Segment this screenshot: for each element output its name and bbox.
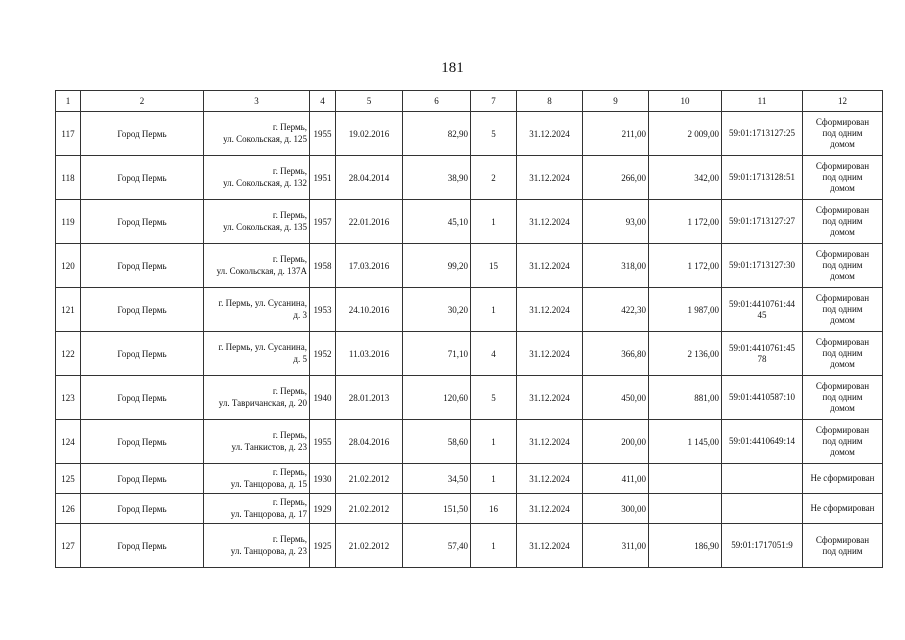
cell-land-area: 311,00 bbox=[583, 524, 649, 568]
column-header: 10 bbox=[649, 91, 722, 112]
cell-cadastral-number: 59:01:1713127:30 bbox=[722, 244, 803, 288]
cell-area: 82,90 bbox=[403, 112, 471, 156]
cell-land-status: Сформирован под одним домом bbox=[803, 244, 883, 288]
header-row bbox=[56, 91, 883, 112]
cell-cadastral-number bbox=[722, 494, 803, 524]
column-header: 6 bbox=[403, 91, 471, 112]
cell-address: г. Пермь, ул. Сокольская, д. 137А bbox=[204, 244, 310, 288]
cell-cadastral-number: 59:01:4410761:45 78 bbox=[722, 332, 803, 376]
cell-land-area: 450,00 bbox=[583, 376, 649, 420]
table-row bbox=[56, 494, 883, 524]
cell-cadastral-area: 1 172,00 bbox=[649, 200, 722, 244]
cell-row-number: 118 bbox=[56, 156, 81, 200]
cell-address: г. Пермь, ул. Сусанина, д. 5 bbox=[204, 332, 310, 376]
table-row bbox=[56, 112, 883, 156]
cell-year-built: 1958 bbox=[310, 244, 336, 288]
table-row bbox=[56, 464, 883, 494]
cell-area: 34,50 bbox=[403, 464, 471, 494]
cell-address: г. Пермь, ул. Тавричанская, д. 20 bbox=[204, 376, 310, 420]
cell-land-area: 300,00 bbox=[583, 494, 649, 524]
cell-cadastral-number: 59:01:4410649:14 bbox=[722, 420, 803, 464]
cell-cadastral-area: 1 145,00 bbox=[649, 420, 722, 464]
cell-cadastral-number: 59:01:1713128:51 bbox=[722, 156, 803, 200]
cell-land-area: 422,30 bbox=[583, 288, 649, 332]
cell-residents: 16 bbox=[471, 494, 517, 524]
cell-area: 71,10 bbox=[403, 332, 471, 376]
cell-area: 45,10 bbox=[403, 200, 471, 244]
cell-residents: 5 bbox=[471, 376, 517, 420]
cell-municipality: Город Пермь bbox=[81, 420, 204, 464]
cell-year-built: 1955 bbox=[310, 112, 336, 156]
table-row bbox=[56, 244, 883, 288]
cell-cadastral-area: 186,90 bbox=[649, 524, 722, 568]
column-header: 12 bbox=[803, 91, 883, 112]
cell-residents: 2 bbox=[471, 156, 517, 200]
table-row bbox=[56, 332, 883, 376]
cell-municipality: Город Пермь bbox=[81, 288, 204, 332]
cell-address: г. Пермь, ул. Сусанина, д. 3 bbox=[204, 288, 310, 332]
cell-cadastral-number: 59:01:4410587:10 bbox=[722, 376, 803, 420]
cell-date: 21.02.2012 bbox=[336, 464, 403, 494]
cell-area: 57,40 bbox=[403, 524, 471, 568]
cell-residents: 15 bbox=[471, 244, 517, 288]
cell-date: 24.10.2016 bbox=[336, 288, 403, 332]
column-header: 3 bbox=[204, 91, 310, 112]
cell-cadastral-number: 59:01:1717051:9 bbox=[722, 524, 803, 568]
cell-area: 120,60 bbox=[403, 376, 471, 420]
cell-deadline: 31.12.2024 bbox=[517, 332, 583, 376]
cell-row-number: 122 bbox=[56, 332, 81, 376]
cell-address: г. Пермь, ул. Сокольская, д. 125 bbox=[204, 112, 310, 156]
cell-residents: 5 bbox=[471, 112, 517, 156]
cell-date: 21.02.2012 bbox=[336, 524, 403, 568]
cell-municipality: Город Пермь bbox=[81, 524, 204, 568]
cell-land-status: Сформирован под одним домом bbox=[803, 376, 883, 420]
cell-year-built: 1952 bbox=[310, 332, 336, 376]
cell-cadastral-number: 59:01:1713127:27 bbox=[722, 200, 803, 244]
page-number: 181 bbox=[441, 60, 464, 76]
cell-residents: 4 bbox=[471, 332, 517, 376]
cell-area: 38,90 bbox=[403, 156, 471, 200]
column-header: 4 bbox=[310, 91, 336, 112]
cell-land-area: 211,00 bbox=[583, 112, 649, 156]
cell-row-number: 117 bbox=[56, 112, 81, 156]
cell-municipality: Город Пермь bbox=[81, 376, 204, 420]
cell-date: 28.01.2013 bbox=[336, 376, 403, 420]
cell-row-number: 119 bbox=[56, 200, 81, 244]
column-header: 2 bbox=[81, 91, 204, 112]
cell-year-built: 1957 bbox=[310, 200, 336, 244]
cell-land-status: Сформирован под одним домом bbox=[803, 332, 883, 376]
column-header: 9 bbox=[583, 91, 649, 112]
cell-land-status: Не сформирован bbox=[803, 494, 883, 524]
column-header: 8 bbox=[517, 91, 583, 112]
cell-area: 58,60 bbox=[403, 420, 471, 464]
cell-land-area: 411,00 bbox=[583, 464, 649, 494]
cell-row-number: 120 bbox=[56, 244, 81, 288]
cell-cadastral-number: 59:01:4410761:44 45 bbox=[722, 288, 803, 332]
cell-cadastral-area: 1 172,00 bbox=[649, 244, 722, 288]
cell-municipality: Город Пермь bbox=[81, 200, 204, 244]
cell-municipality: Город Пермь bbox=[81, 464, 204, 494]
cell-cadastral-area bbox=[649, 464, 722, 494]
cell-row-number: 127 bbox=[56, 524, 81, 568]
cell-residents: 1 bbox=[471, 464, 517, 494]
cell-deadline: 31.12.2024 bbox=[517, 112, 583, 156]
cell-year-built: 1929 bbox=[310, 494, 336, 524]
cell-deadline: 31.12.2024 bbox=[517, 420, 583, 464]
column-header: 1 bbox=[56, 91, 81, 112]
cell-deadline: 31.12.2024 bbox=[517, 464, 583, 494]
cell-area: 99,20 bbox=[403, 244, 471, 288]
table-header bbox=[56, 91, 883, 112]
cell-land-status: Сформирован под одним bbox=[803, 524, 883, 568]
cell-deadline: 31.12.2024 bbox=[517, 524, 583, 568]
cell-year-built: 1930 bbox=[310, 464, 336, 494]
cell-cadastral-area: 342,00 bbox=[649, 156, 722, 200]
cell-row-number: 124 bbox=[56, 420, 81, 464]
cell-row-number: 125 bbox=[56, 464, 81, 494]
cell-address: г. Пермь, ул. Сокольская, д. 132 bbox=[204, 156, 310, 200]
cell-area: 30,20 bbox=[403, 288, 471, 332]
cell-date: 21.02.2012 bbox=[336, 494, 403, 524]
column-header: 7 bbox=[471, 91, 517, 112]
cell-area: 151,50 bbox=[403, 494, 471, 524]
cell-land-area: 200,00 bbox=[583, 420, 649, 464]
cell-land-area: 318,00 bbox=[583, 244, 649, 288]
cell-row-number: 121 bbox=[56, 288, 81, 332]
cell-municipality: Город Пермь bbox=[81, 244, 204, 288]
cell-land-area: 366,80 bbox=[583, 332, 649, 376]
housing-registry-table bbox=[55, 90, 883, 568]
cell-date: 28.04.2016 bbox=[336, 420, 403, 464]
cell-year-built: 1940 bbox=[310, 376, 336, 420]
cell-cadastral-number: 59:01:1713127:25 bbox=[722, 112, 803, 156]
cell-residents: 1 bbox=[471, 524, 517, 568]
column-header: 5 bbox=[336, 91, 403, 112]
cell-row-number: 126 bbox=[56, 494, 81, 524]
cell-land-status: Не сформирован bbox=[803, 464, 883, 494]
cell-deadline: 31.12.2024 bbox=[517, 244, 583, 288]
cell-land-status: Сформирован под одним домом bbox=[803, 200, 883, 244]
cell-address: г. Пермь, ул. Танцорова, д. 23 bbox=[204, 524, 310, 568]
table-body bbox=[56, 112, 883, 568]
cell-cadastral-area: 1 987,00 bbox=[649, 288, 722, 332]
cell-row-number: 123 bbox=[56, 376, 81, 420]
table-row bbox=[56, 376, 883, 420]
cell-land-status: Сформирован под одним домом bbox=[803, 420, 883, 464]
cell-deadline: 31.12.2024 bbox=[517, 376, 583, 420]
cell-cadastral-area bbox=[649, 494, 722, 524]
cell-address: г. Пермь, ул. Танцорова, д. 15 bbox=[204, 464, 310, 494]
cell-date: 11.03.2016 bbox=[336, 332, 403, 376]
cell-cadastral-area: 2 136,00 bbox=[649, 332, 722, 376]
cell-municipality: Город Пермь bbox=[81, 494, 204, 524]
cell-residents: 1 bbox=[471, 420, 517, 464]
cell-address: г. Пермь, ул. Танцорова, д. 17 bbox=[204, 494, 310, 524]
cell-cadastral-area: 2 009,00 bbox=[649, 112, 722, 156]
cell-land-status: Сформирован под одним домом bbox=[803, 156, 883, 200]
cell-date: 28.04.2014 bbox=[336, 156, 403, 200]
cell-deadline: 31.12.2024 bbox=[517, 494, 583, 524]
cell-deadline: 31.12.2024 bbox=[517, 288, 583, 332]
cell-year-built: 1955 bbox=[310, 420, 336, 464]
cell-land-area: 93,00 bbox=[583, 200, 649, 244]
cell-land-area: 266,00 bbox=[583, 156, 649, 200]
cell-address: г. Пермь, ул. Сокольская, д. 135 bbox=[204, 200, 310, 244]
table-row bbox=[56, 200, 883, 244]
cell-land-status: Сформирован под одним домом bbox=[803, 112, 883, 156]
cell-land-status: Сформирован под одним домом bbox=[803, 288, 883, 332]
table-row bbox=[56, 288, 883, 332]
column-header: 11 bbox=[722, 91, 803, 112]
cell-address: г. Пермь, ул. Танкистов, д. 23 bbox=[204, 420, 310, 464]
cell-year-built: 1953 bbox=[310, 288, 336, 332]
cell-residents: 1 bbox=[471, 288, 517, 332]
cell-municipality: Город Пермь bbox=[81, 112, 204, 156]
cell-cadastral-area: 881,00 bbox=[649, 376, 722, 420]
cell-residents: 1 bbox=[471, 200, 517, 244]
table-row bbox=[56, 156, 883, 200]
cell-date: 22.01.2016 bbox=[336, 200, 403, 244]
cell-date: 17.03.2016 bbox=[336, 244, 403, 288]
cell-deadline: 31.12.2024 bbox=[517, 156, 583, 200]
cell-municipality: Город Пермь bbox=[81, 332, 204, 376]
table-row bbox=[56, 524, 883, 568]
cell-deadline: 31.12.2024 bbox=[517, 200, 583, 244]
cell-cadastral-number bbox=[722, 464, 803, 494]
table-row bbox=[56, 420, 883, 464]
cell-date: 19.02.2016 bbox=[336, 112, 403, 156]
cell-year-built: 1925 bbox=[310, 524, 336, 568]
cell-year-built: 1951 bbox=[310, 156, 336, 200]
cell-municipality: Город Пермь bbox=[81, 156, 204, 200]
